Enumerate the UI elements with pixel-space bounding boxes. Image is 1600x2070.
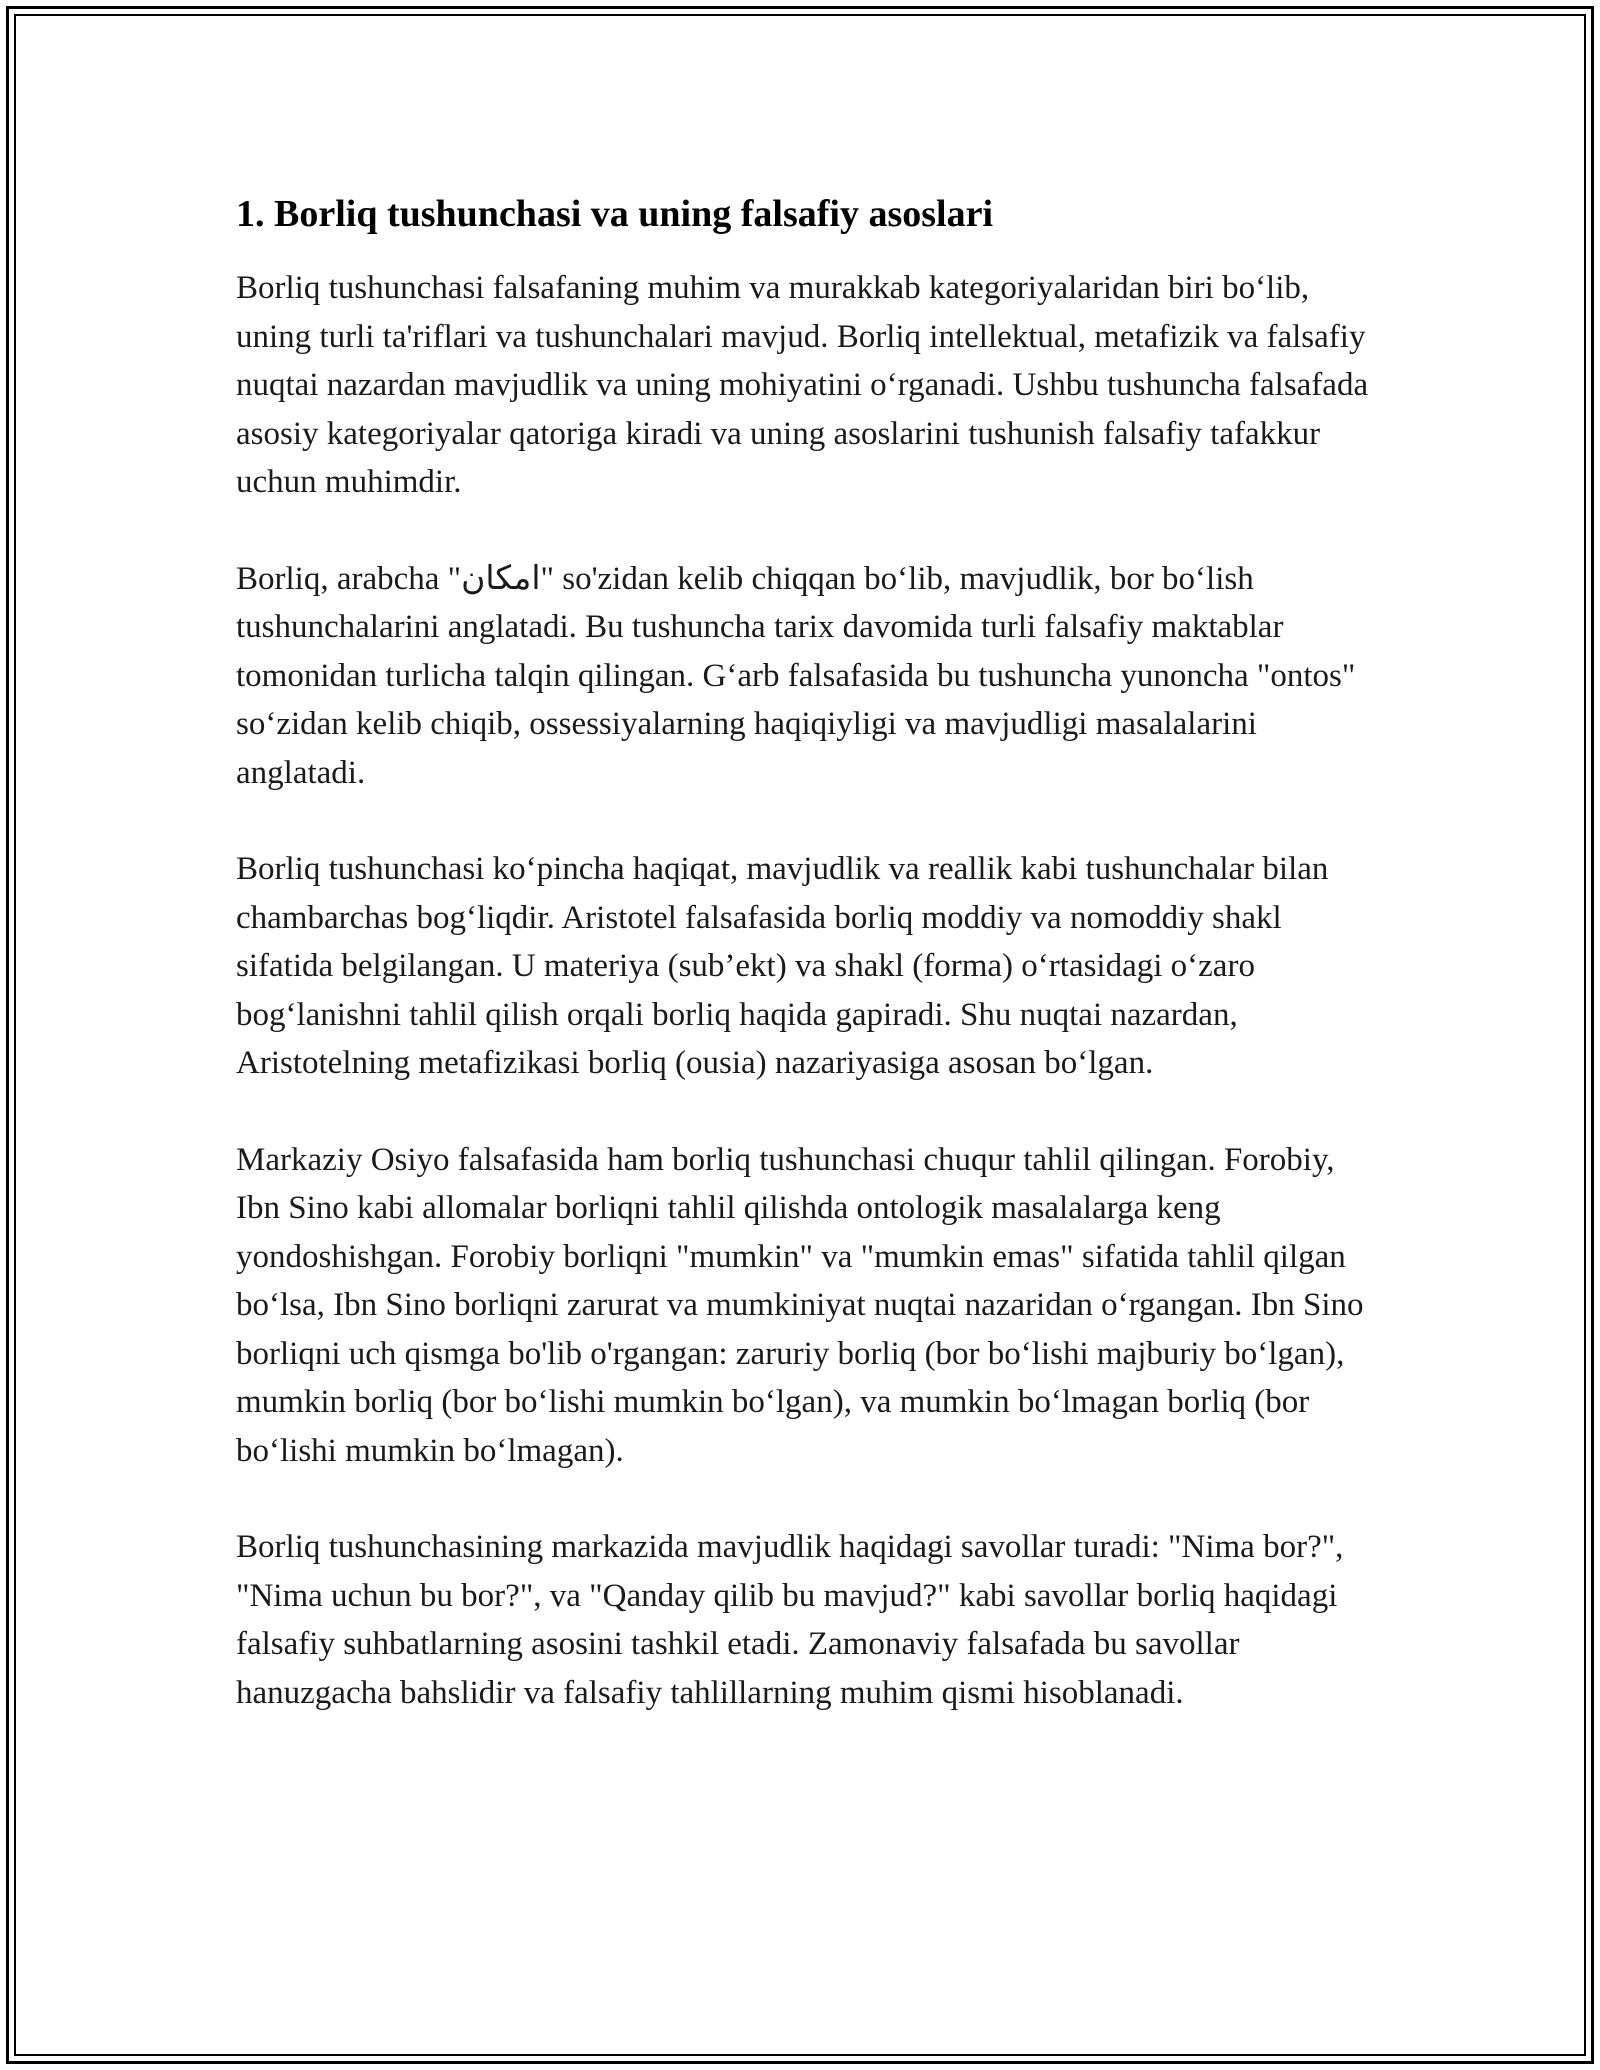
paragraph-3: Borliq tushunchasi ko‘pincha haqiqat, mavjudlik va reallik kabi tushunchalar bilan chambarchas bog‘liqdir. Aristotel falsafasida borliq moddiy va nomoddiy shakl sifatida belgilangan. U materiya (sub’ekt) va shakl (forma) o‘rtasidagi o‘zaro bog‘lanishni tahlil qilish orqali borliq haqida gapiradi. Shu nuqtai nazardan, Aristotelning metafizikasi borliq (ousia) nazariyasiga asosan bo‘lgan. (236, 851, 1329, 1081)
paragraph-1: Borliq tushunchasi falsafaning muhim va murakkab kategoriyalaridan biri bo‘lib, uning turli ta'riflari va tushunchalari mavjud. Borliq intellektual, metafizik va falsafiy nuqtai nazardan mavjudlik va uning mohiyatini o‘rganadi. Ushbu tushuncha falsafada asosiy kategoriyalar qatoriga kiradi va uning asoslarini tushunish falsafiy tafakkur uchun muhimdir. (236, 270, 1369, 500)
paragraph-5: Borliq tushunchasining markazida mavjudlik haqidagi savollar turadi: "Nima bor?", "Nima uchun bu bor?", va "Qanday qilib bu mavjud?" kabi savollar borliq haqidagi falsafiy suhbatlarning asosini tashkil etadi. Zamonaviy falsafada bu savollar hanuzgacha bahslidir va falsafiy tahlillarning muhim qismi hisoblanadi. (236, 1529, 1344, 1711)
document-body (236, 188, 1386, 1765)
section-heading: 1. Borliq tushunchasi va uning falsafiy asoslari (236, 193, 994, 235)
paragraph-4: Markaziy Osiyo falsafasida ham borliq tushunchasi chuqur tahlil qilingan. Forobiy, Ibn Sino kabi allomalar borliqni tahlil qilishda ontologik masalalarga keng yondoshishgan. Forobiy borliqni "mumkin" va "mumkin emas" sifatida tahlil qilgan bo‘lsa, Ibn Sino borliqni zarurat va mumkiniyat nuqtai nazaridan o‘rgangan. Ibn Sino borliqni uch qismga bo'lib o'rgangan: zaruriy borliq (bor bo‘lishi majburiy bo‘lgan), mumkin borliq (bor bo‘lishi mumkin bo‘lgan), va mumkin bo‘lmagan borliq (bor bo‘lishi mumkin bo‘lmagan). (236, 1141, 1364, 1469)
paragraph-2: Borliq, arabcha "امكان" so'zidan kelib chiqqan bo‘lib, mavjudlik, bor bo‘lish tushunchalarini anglatadi. Bu tushuncha tarix davomida turli falsafiy maktablar tomonidan turlicha talqin qilingan. G‘arb falsafasida bu tushuncha yunoncha "ontos" so‘zidan kelib chiqib, ossessiyalarning haqiqiyligi va mavjudligi masalalarini anglatadi. (236, 560, 1356, 791)
